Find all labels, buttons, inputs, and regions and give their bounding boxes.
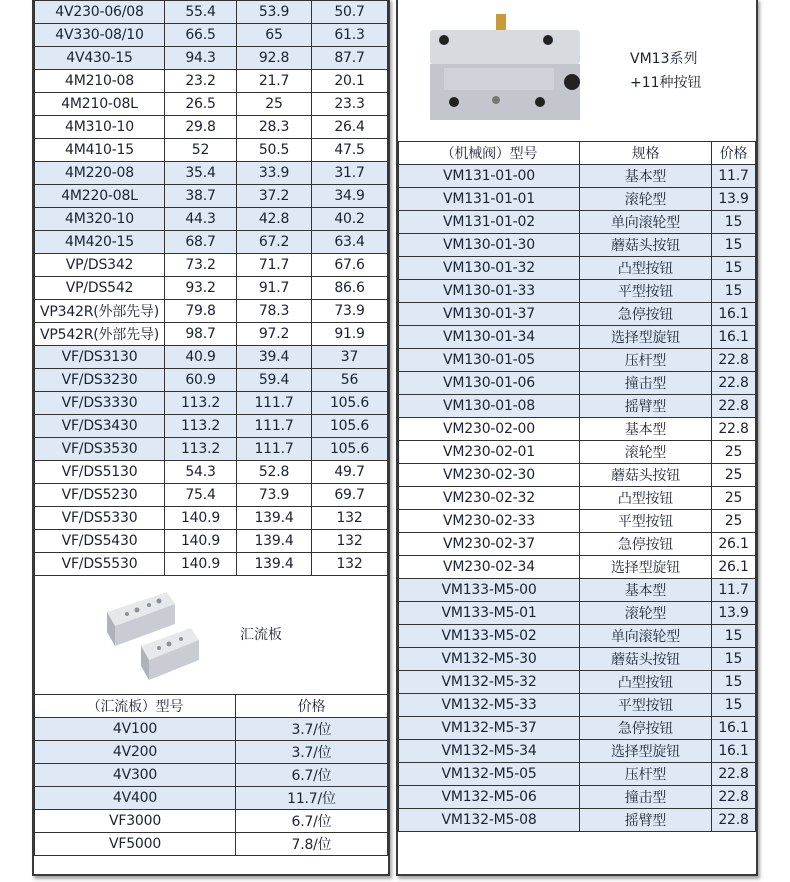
- cell-p2: 111.7: [237, 415, 312, 438]
- cell-p1: 26.5: [165, 93, 237, 116]
- cell-model: VM130-01-05: [399, 349, 580, 372]
- cell-p1: 54.3: [165, 461, 237, 484]
- header-model: （汇流板）型号: [35, 695, 236, 718]
- cell-p2: 111.7: [237, 392, 312, 415]
- cell-spec: 基本型: [580, 165, 712, 188]
- table-row: [35, 553, 388, 576]
- valve-price-panel: [32, 0, 390, 876]
- table-row: [399, 464, 756, 487]
- cell-model: VM133-M5-02: [399, 625, 580, 648]
- cell-p3: 34.9: [312, 185, 388, 208]
- cell-p3: 69.7: [312, 484, 388, 507]
- cell-p3: 37: [312, 346, 388, 369]
- cell-p3: 49.7: [312, 461, 388, 484]
- cell-p1: 98.7: [165, 323, 237, 346]
- cell-price: 26.1: [712, 556, 756, 579]
- cell-price: 15: [712, 648, 756, 671]
- cell-p2: 50.5: [237, 139, 312, 162]
- table-row: [399, 165, 756, 188]
- vm13-caption-line1: VM13系列: [630, 51, 698, 67]
- table-row: [35, 833, 388, 856]
- table-row: [399, 372, 756, 395]
- cell-spec: 摇臂型: [580, 395, 712, 418]
- cell-price: 25: [712, 487, 756, 510]
- cell-model: VM132-M5-34: [399, 740, 580, 763]
- cell-p1: 40.9: [165, 346, 237, 369]
- cell-model: 4M420-15: [35, 231, 165, 254]
- table-row: [35, 392, 388, 415]
- cell-model: VM132-M5-32: [399, 671, 580, 694]
- cell-p3: 61.3: [312, 24, 388, 47]
- cell-model: VP342R(外部先导): [35, 300, 165, 323]
- cell-p2: 139.4: [237, 530, 312, 553]
- cell-model: VP/DS342: [35, 254, 165, 277]
- cell-price: 11.7: [712, 579, 756, 602]
- cell-price: 11.7: [712, 165, 756, 188]
- cell-p2: 78.3: [237, 300, 312, 323]
- cell-model: 4V430-15: [35, 47, 165, 70]
- cell-p2: 21.7: [237, 70, 312, 93]
- cell-p3: 87.7: [312, 47, 388, 70]
- cell-p1: 94.3: [165, 47, 237, 70]
- table-row: [399, 280, 756, 303]
- cell-spec: 压杆型: [580, 349, 712, 372]
- cell-model: 4V100: [35, 718, 236, 741]
- valve-price-table: [34, 0, 388, 576]
- cell-p1: 113.2: [165, 415, 237, 438]
- cell-spec: 急停按钮: [580, 717, 712, 740]
- cell-price: 16.1: [712, 740, 756, 763]
- cell-price: 15: [712, 694, 756, 717]
- header-spec: 规格: [580, 142, 712, 165]
- cell-model: VM132-M5-06: [399, 786, 580, 809]
- cell-model: VF/DS5230: [35, 484, 165, 507]
- cell-p1: 55.4: [165, 1, 237, 24]
- cell-spec: 凸型按钮: [580, 487, 712, 510]
- cell-p1: 75.4: [165, 484, 237, 507]
- cell-model: VM230-02-00: [399, 418, 580, 441]
- table-row: [399, 326, 756, 349]
- table-row: [35, 530, 388, 553]
- cell-p1: 93.2: [165, 277, 237, 300]
- cell-price: 13.9: [712, 188, 756, 211]
- cell-model: 4M210-08L: [35, 93, 165, 116]
- cell-price: 22.8: [712, 786, 756, 809]
- cell-model: 4V330-08/10: [35, 24, 165, 47]
- cell-spec: 滚轮型: [580, 602, 712, 625]
- cell-model: VF3000: [35, 810, 236, 833]
- cell-price: 16.1: [712, 717, 756, 740]
- cell-price: 13.9: [712, 602, 756, 625]
- table-row: [35, 185, 388, 208]
- cell-model: VM131-01-02: [399, 211, 580, 234]
- cell-p3: 23.3: [312, 93, 388, 116]
- table-row: [399, 257, 756, 280]
- cell-model: 4V200: [35, 741, 236, 764]
- cell-p3: 132: [312, 530, 388, 553]
- cell-p2: 52.8: [237, 461, 312, 484]
- table-row: [35, 346, 388, 369]
- manifold-image: [97, 584, 217, 684]
- cell-price: 3.7/位: [236, 741, 388, 764]
- cell-spec: 单向滚轮型: [580, 625, 712, 648]
- cell-p3: 132: [312, 553, 388, 576]
- mechanical-valve-table: [398, 141, 756, 832]
- cell-model: VF/DS5530: [35, 553, 165, 576]
- table-row: [399, 211, 756, 234]
- table-row: [399, 349, 756, 372]
- table-row: [399, 786, 756, 809]
- table-row: [35, 718, 388, 741]
- cell-spec: 摇臂型: [580, 809, 712, 832]
- cell-price: 16.1: [712, 303, 756, 326]
- cell-p1: 113.2: [165, 438, 237, 461]
- cell-p1: 140.9: [165, 530, 237, 553]
- cell-model: 4V230-06/08: [35, 1, 165, 24]
- table-row: [35, 323, 388, 346]
- cell-p3: 105.6: [312, 392, 388, 415]
- cell-price: 6.7/位: [236, 764, 388, 787]
- table-row: [399, 418, 756, 441]
- manifold-image-section: [34, 576, 388, 694]
- table-row: [35, 162, 388, 185]
- cell-spec: 蘑菇头按钮: [580, 234, 712, 257]
- cell-p3: 86.6: [312, 277, 388, 300]
- table-row: [35, 1, 388, 24]
- cell-p2: 28.3: [237, 116, 312, 139]
- cell-price: 22.8: [712, 395, 756, 418]
- cell-model: VF/DS5430: [35, 530, 165, 553]
- table-row: [399, 234, 756, 257]
- table-row: [35, 415, 388, 438]
- table-row: [399, 487, 756, 510]
- table-row: [35, 47, 388, 70]
- cell-p1: 29.8: [165, 116, 237, 139]
- cell-spec: 滚轮型: [580, 188, 712, 211]
- table-row: [399, 694, 756, 717]
- cell-p2: 139.4: [237, 507, 312, 530]
- cell-model: 4M220-08: [35, 162, 165, 185]
- cell-spec: 选择型旋钮: [580, 326, 712, 349]
- cell-p2: 97.2: [237, 323, 312, 346]
- cell-model: VM130-01-08: [399, 395, 580, 418]
- cell-p3: 105.6: [312, 438, 388, 461]
- cell-model: 4V400: [35, 787, 236, 810]
- cell-model: 4M410-15: [35, 139, 165, 162]
- cell-model: VM132-M5-05: [399, 763, 580, 786]
- cell-price: 15: [712, 257, 756, 280]
- cell-price: 7.8/位: [236, 833, 388, 856]
- table-row: [35, 277, 388, 300]
- cell-model: VF/DS3430: [35, 415, 165, 438]
- cell-spec: 撞击型: [580, 786, 712, 809]
- table-row: [399, 579, 756, 602]
- cell-p1: 52: [165, 139, 237, 162]
- table-row: [399, 303, 756, 326]
- table-row: [35, 810, 388, 833]
- cell-model: VP/DS542: [35, 277, 165, 300]
- table-row: [399, 441, 756, 464]
- table-header: [399, 142, 756, 165]
- table-row: [35, 507, 388, 530]
- cell-model: VM130-01-06: [399, 372, 580, 395]
- cell-p3: 50.7: [312, 1, 388, 24]
- table-row: [399, 395, 756, 418]
- table-row: [399, 763, 756, 786]
- cell-price: 15: [712, 234, 756, 257]
- table-row: [399, 740, 756, 763]
- table-row: [399, 556, 756, 579]
- cell-model: 4V300: [35, 764, 236, 787]
- table-row: [35, 484, 388, 507]
- cell-p3: 105.6: [312, 415, 388, 438]
- cell-p2: 25: [237, 93, 312, 116]
- table-row: [399, 510, 756, 533]
- cell-model: VM132-M5-08: [399, 809, 580, 832]
- cell-p3: 63.4: [312, 231, 388, 254]
- cell-price: 15: [712, 625, 756, 648]
- cell-price: 25: [712, 464, 756, 487]
- cell-model: VM130-01-33: [399, 280, 580, 303]
- table-row: [35, 300, 388, 323]
- table-row: [399, 533, 756, 556]
- header-model: （机械阀）型号: [399, 142, 580, 165]
- cell-p3: 132: [312, 507, 388, 530]
- cell-p3: 73.9: [312, 300, 388, 323]
- cell-p2: 65: [237, 24, 312, 47]
- cell-spec: 蘑菇头按钮: [580, 464, 712, 487]
- cell-model: VF/DS3330: [35, 392, 165, 415]
- table-row: [35, 93, 388, 116]
- cell-p1: 44.3: [165, 208, 237, 231]
- cell-spec: 平型按钮: [580, 510, 712, 533]
- cell-spec: 基本型: [580, 418, 712, 441]
- cell-p2: 59.4: [237, 369, 312, 392]
- cell-p3: 40.2: [312, 208, 388, 231]
- table-row: [35, 24, 388, 47]
- cell-p2: 111.7: [237, 438, 312, 461]
- cell-p3: 67.6: [312, 254, 388, 277]
- table-row: [35, 208, 388, 231]
- cell-p3: 91.9: [312, 323, 388, 346]
- table-row: [35, 764, 388, 787]
- cell-price: 22.8: [712, 763, 756, 786]
- cell-price: 26.1: [712, 533, 756, 556]
- cell-p2: 53.9: [237, 1, 312, 24]
- cell-p3: 31.7: [312, 162, 388, 185]
- table-row: [35, 741, 388, 764]
- cell-p2: 71.7: [237, 254, 312, 277]
- table-row: [35, 231, 388, 254]
- cell-spec: 平型按钮: [580, 280, 712, 303]
- header-price: 价格: [236, 695, 388, 718]
- cell-model: VM131-01-01: [399, 188, 580, 211]
- cell-model: VM133-M5-01: [399, 602, 580, 625]
- cell-model: VM132-M5-30: [399, 648, 580, 671]
- vm13-caption-line2: +11种按钮: [630, 75, 702, 91]
- cell-p2: 42.8: [237, 208, 312, 231]
- cell-model: 4M310-10: [35, 116, 165, 139]
- table-row: [399, 671, 756, 694]
- cell-model: VM230-02-01: [399, 441, 580, 464]
- cell-price: 15: [712, 280, 756, 303]
- cell-model: VM130-01-30: [399, 234, 580, 257]
- cell-model: 4M320-10: [35, 208, 165, 231]
- cell-price: 15: [712, 211, 756, 234]
- table-row: [35, 438, 388, 461]
- cell-spec: 凸型按钮: [580, 671, 712, 694]
- table-row: [35, 116, 388, 139]
- header-price: 价格: [712, 142, 756, 165]
- cell-spec: 蘑菇头按钮: [580, 648, 712, 671]
- cell-model: VF/DS5330: [35, 507, 165, 530]
- mechanical-valve-panel: [396, 0, 758, 876]
- cell-p1: 79.8: [165, 300, 237, 323]
- cell-p3: 56: [312, 369, 388, 392]
- cell-model: VF/DS5130: [35, 461, 165, 484]
- cell-p2: 33.9: [237, 162, 312, 185]
- cell-model: VM230-02-34: [399, 556, 580, 579]
- cell-spec: 凸型按钮: [580, 257, 712, 280]
- cell-model: VM133-M5-00: [399, 579, 580, 602]
- cell-price: 22.8: [712, 349, 756, 372]
- cell-model: VM132-M5-33: [399, 694, 580, 717]
- cell-model: 4M220-08L: [35, 185, 165, 208]
- cell-p2: 67.2: [237, 231, 312, 254]
- manifold-price-table: [34, 694, 388, 856]
- manifold-caption: 汇流板: [240, 627, 282, 643]
- cell-p1: 140.9: [165, 553, 237, 576]
- cell-p1: 140.9: [165, 507, 237, 530]
- cell-p1: 38.7: [165, 185, 237, 208]
- vm13-valve-image: [424, 14, 584, 124]
- cell-p1: 113.2: [165, 392, 237, 415]
- cell-spec: 平型按钮: [580, 694, 712, 717]
- table-row: [399, 602, 756, 625]
- cell-p2: 92.8: [237, 47, 312, 70]
- cell-price: 11.7/位: [236, 787, 388, 810]
- cell-model: VM132-M5-37: [399, 717, 580, 740]
- cell-price: 25: [712, 441, 756, 464]
- cell-p1: 23.2: [165, 70, 237, 93]
- cell-spec: 急停按钮: [580, 303, 712, 326]
- cell-model: VM230-02-32: [399, 487, 580, 510]
- cell-p1: 60.9: [165, 369, 237, 392]
- cell-price: 22.8: [712, 809, 756, 832]
- cell-price: 6.7/位: [236, 810, 388, 833]
- cell-p1: 35.4: [165, 162, 237, 185]
- cell-price: 15: [712, 671, 756, 694]
- cell-model: VF/DS3530: [35, 438, 165, 461]
- cell-model: VM230-02-37: [399, 533, 580, 556]
- cell-model: VF/DS3130: [35, 346, 165, 369]
- table-row: [35, 139, 388, 162]
- table-row: [399, 648, 756, 671]
- cell-model: VM230-02-30: [399, 464, 580, 487]
- cell-p3: 20.1: [312, 70, 388, 93]
- cell-model: VM130-01-37: [399, 303, 580, 326]
- cell-model: VM130-01-32: [399, 257, 580, 280]
- cell-price: 3.7/位: [236, 718, 388, 741]
- cell-spec: 选择型旋钮: [580, 740, 712, 763]
- table-header: [35, 695, 388, 718]
- cell-p3: 47.5: [312, 139, 388, 162]
- cell-model: VM131-01-00: [399, 165, 580, 188]
- cell-model: VM230-02-33: [399, 510, 580, 533]
- table-row: [35, 254, 388, 277]
- cell-spec: 急停按钮: [580, 533, 712, 556]
- cell-model: VP542R(外部先导): [35, 323, 165, 346]
- cell-model: VF5000: [35, 833, 236, 856]
- table-row: [399, 188, 756, 211]
- cell-model: 4M210-08: [35, 70, 165, 93]
- table-row: [35, 369, 388, 392]
- cell-price: 16.1: [712, 326, 756, 349]
- cell-spec: 基本型: [580, 579, 712, 602]
- table-row: [399, 717, 756, 740]
- table-row: [399, 809, 756, 832]
- cell-p1: 73.2: [165, 254, 237, 277]
- cell-model: VF/DS3230: [35, 369, 165, 392]
- table-row: [35, 70, 388, 93]
- cell-price: 25: [712, 510, 756, 533]
- cell-p2: 139.4: [237, 553, 312, 576]
- cell-p2: 39.4: [237, 346, 312, 369]
- cell-spec: 单向滚轮型: [580, 211, 712, 234]
- table-row: [399, 625, 756, 648]
- cell-spec: 选择型旋钮: [580, 556, 712, 579]
- cell-spec: 压杆型: [580, 763, 712, 786]
- cell-spec: 滚轮型: [580, 441, 712, 464]
- cell-p3: 26.4: [312, 116, 388, 139]
- cell-p1: 66.5: [165, 24, 237, 47]
- cell-p2: 91.7: [237, 277, 312, 300]
- cell-price: 22.8: [712, 418, 756, 441]
- table-row: [35, 787, 388, 810]
- cell-p2: 37.2: [237, 185, 312, 208]
- cell-model: VM130-01-34: [399, 326, 580, 349]
- vm13-image-section: [398, 0, 756, 141]
- cell-p2: 73.9: [237, 484, 312, 507]
- cell-spec: 撞击型: [580, 372, 712, 395]
- cell-p1: 68.7: [165, 231, 237, 254]
- cell-price: 22.8: [712, 372, 756, 395]
- table-row: [35, 461, 388, 484]
